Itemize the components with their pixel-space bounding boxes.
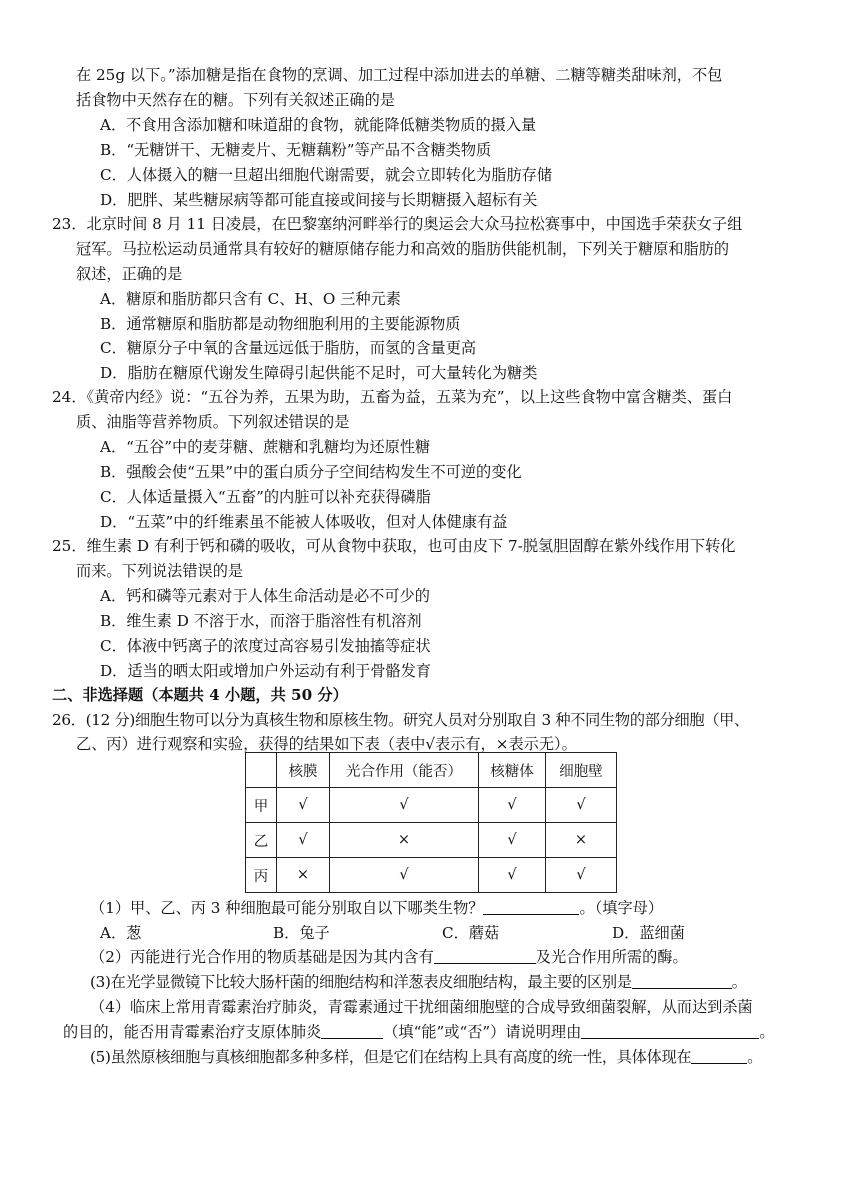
answer-blank[interactable] [632,972,732,989]
q26-sub1-option-d: D．蓝细菌 [612,924,685,942]
table-cell: × [277,858,330,893]
q26-sub3-suffix: 。 [731,973,747,991]
q24-option-a: A．“五谷”中的麦芽糖、蔗糖和乳糖均为还原性糖 [100,438,431,456]
q22-stem-line-1: 在 25g 以下。”添加糖是指在食物的烹调、加工过程中添加进去的单糖、二糖等糖类甜味剂，不包 [76,66,723,84]
table-cell: √ [479,788,546,823]
q22-stem-line-2: 括食物中天然存在的糖。下列有关叙述正确的是 [76,91,395,109]
table-cell: × [546,823,617,858]
table-cell: × [330,823,479,858]
table-row [246,823,617,858]
q26-stem-line-2: 乙、丙）进行观察和实验，获得的结果如下表（表中√表示有，×表示无）。 [76,735,577,753]
q22-option-d: D．肥胖、某些糖尿病等都可能直接或间接与长期糖摄入超标有关 [100,191,538,209]
q25-option-d: D．适当的晒太阳或增加户外运动有利于骨骼发育 [100,662,432,680]
table-header-cell: 光合作用（能否） [330,753,479,788]
q26-sub5-suffix: 。 [747,1048,763,1066]
q24-option-d: D．“五菜”中的纤维素虽不能被人体吸收，但对人体健康有益 [100,513,508,531]
answer-blank[interactable] [581,1022,759,1039]
table-cell: √ [479,858,546,893]
q26-sub4-line-2 [63,1020,775,1044]
answer-blank[interactable] [321,1022,383,1039]
table-header-cell: 细胞壁 [546,753,617,788]
q24-stem-line-1: 24．《黄帝内经》说：“五谷为养，五果为助，五畜为益，五菜为充”，以上这些食物中富含糖类、蛋白 [52,388,733,406]
table-header-cell: 核糖体 [479,753,546,788]
q26-sub4-mid: （填“能”或“否”）请说明理由 [383,1023,582,1041]
q26-sub1-suffix: 。（填字母） [579,899,664,917]
q25-option-b: B．维生素 D 不溶于水，而溶于脂溶性有机溶剂 [100,612,422,630]
q26-sub5 [90,1045,762,1069]
q25-option-c: C．体液中钙离子的浓度过高容易引发抽搐等症状 [100,637,431,655]
q26-sub1 [90,896,663,920]
q26-sub2 [90,945,688,969]
q23-stem-line-3: 叙述，正确的是 [76,265,183,283]
q26-sub4-line-1: （4）临床上常用青霉素治疗肺炎，青霉素通过干扰细菌细胞壁的合成导致细菌裂解，从而达到杀菌 [90,998,753,1016]
table-header-cell: 核膜 [277,753,330,788]
q23-stem-line-2: 冠军。马拉松运动员通常具有较好的糖原储存能力和高效的脂肪供能机制，下列关于糖原和脂肪的 [76,240,730,258]
q26-sub3-text: (3)在光学显微镜下比较大肠杆菌的细胞结构和洋葱表皮细胞结构，最主要的区别是 [90,973,632,991]
answer-blank[interactable] [434,947,536,964]
q26-stem-line-1: 26．(12 分)细胞生物可以分为真核生物和原核生物。研究人员对分别取自 3 种不同生物的部分细胞（甲、 [52,711,749,729]
answer-blank[interactable] [483,898,579,915]
q24-stem-line-2: 质、油脂等营养物质。下列叙述错误的是 [76,413,350,431]
q26-sub1-option-b: B．兔子 [273,924,330,942]
q22-option-c: C．人体摄入的糖一旦超出细胞代谢需要，就会立即转化为脂肪存储 [100,166,553,184]
q23-option-b: B．通常糖原和脂肪都是动物细胞利用的主要能源物质 [100,315,461,333]
q26-sub3 [90,970,747,994]
q25-option-a: A．钙和磷等元素对于人体生命活动是必不可少的 [100,587,430,605]
q26-sub2-text: （2）丙能进行光合作用的物质基础是因为其内含有 [90,948,434,966]
q26-sub2-suffix: 及光合作用所需的酶。 [535,948,688,966]
cell-comparison-table [245,752,617,893]
table-cell: 乙 [246,823,277,858]
table-cell: √ [330,788,479,823]
table-row [246,788,617,823]
q23-option-c: C．糖原分子中氧的含量远远低于脂肪，而氢的含量更高 [100,339,477,357]
q24-option-c: C．人体适量摄入“五畜”的内脏可以补充获得磷脂 [100,488,431,506]
q26-sub1-option-c: C．蘑菇 [442,924,500,942]
q26-sub5-text: (5)虽然原核细胞与真核细胞都多种多样，但是它们在结构上具有高度的统一性，具体体现在 [90,1048,692,1066]
table-cell: √ [479,823,546,858]
q26-sub4-text: 的目的，能否用青霉素治疗支原体肺炎 [63,1023,322,1041]
table-cell: 丙 [246,858,277,893]
table-cell: 甲 [246,788,277,823]
table-cell: √ [277,788,330,823]
answer-blank[interactable] [691,1047,747,1064]
table-header-cell [246,753,277,788]
table-cell: √ [277,823,330,858]
q26-sub4-suffix: 。 [759,1023,775,1041]
q23-option-d: D．脂肪在糖原代谢发生障碍引起供能不足时，可大量转化为糖类 [100,364,538,382]
table-cell: √ [546,788,617,823]
q24-option-b: B．强酸会使“五果”中的蛋白质分子空间结构发生不可逆的变化 [100,463,522,481]
q23-stem-line-1: 23．北京时间 8 月 11 日凌晨，在巴黎塞纳河畔举行的奥运会大众马拉松赛事中，中国选手荣获女子组 [52,215,743,233]
q22-option-b: B．“无糖饼干、无糖麦片、无糖藕粉”等产品不含糖类物质 [100,141,492,159]
q26-sub1-option-a: A．葱 [100,924,142,942]
q26-sub1-text: （1）甲、乙、丙 3 种细胞最可能分别取自以下哪类生物？ [90,899,484,917]
section-2-heading: 二、非选择题（本题共 4 小题，共 50 分） [52,686,348,704]
q25-stem-line-1: 25．维生素 D 有利于钙和磷的吸收，可从食物中获取，也可由皮下 7-脱氢胆固醇在紫外线作用下转化 [52,537,736,555]
table-cell: √ [330,858,479,893]
q25-stem-line-2: 而来。下列说法错误的是 [76,562,244,580]
q23-option-a: A．糖原和脂肪都只含有 C、H、O 三种元素 [100,290,401,308]
table-row [246,858,617,893]
q22-option-a: A．不食用含添加糖和味道甜的食物，就能降低糖类物质的摄入量 [100,116,537,134]
table-cell: √ [546,858,617,893]
table-header-row [246,753,617,788]
